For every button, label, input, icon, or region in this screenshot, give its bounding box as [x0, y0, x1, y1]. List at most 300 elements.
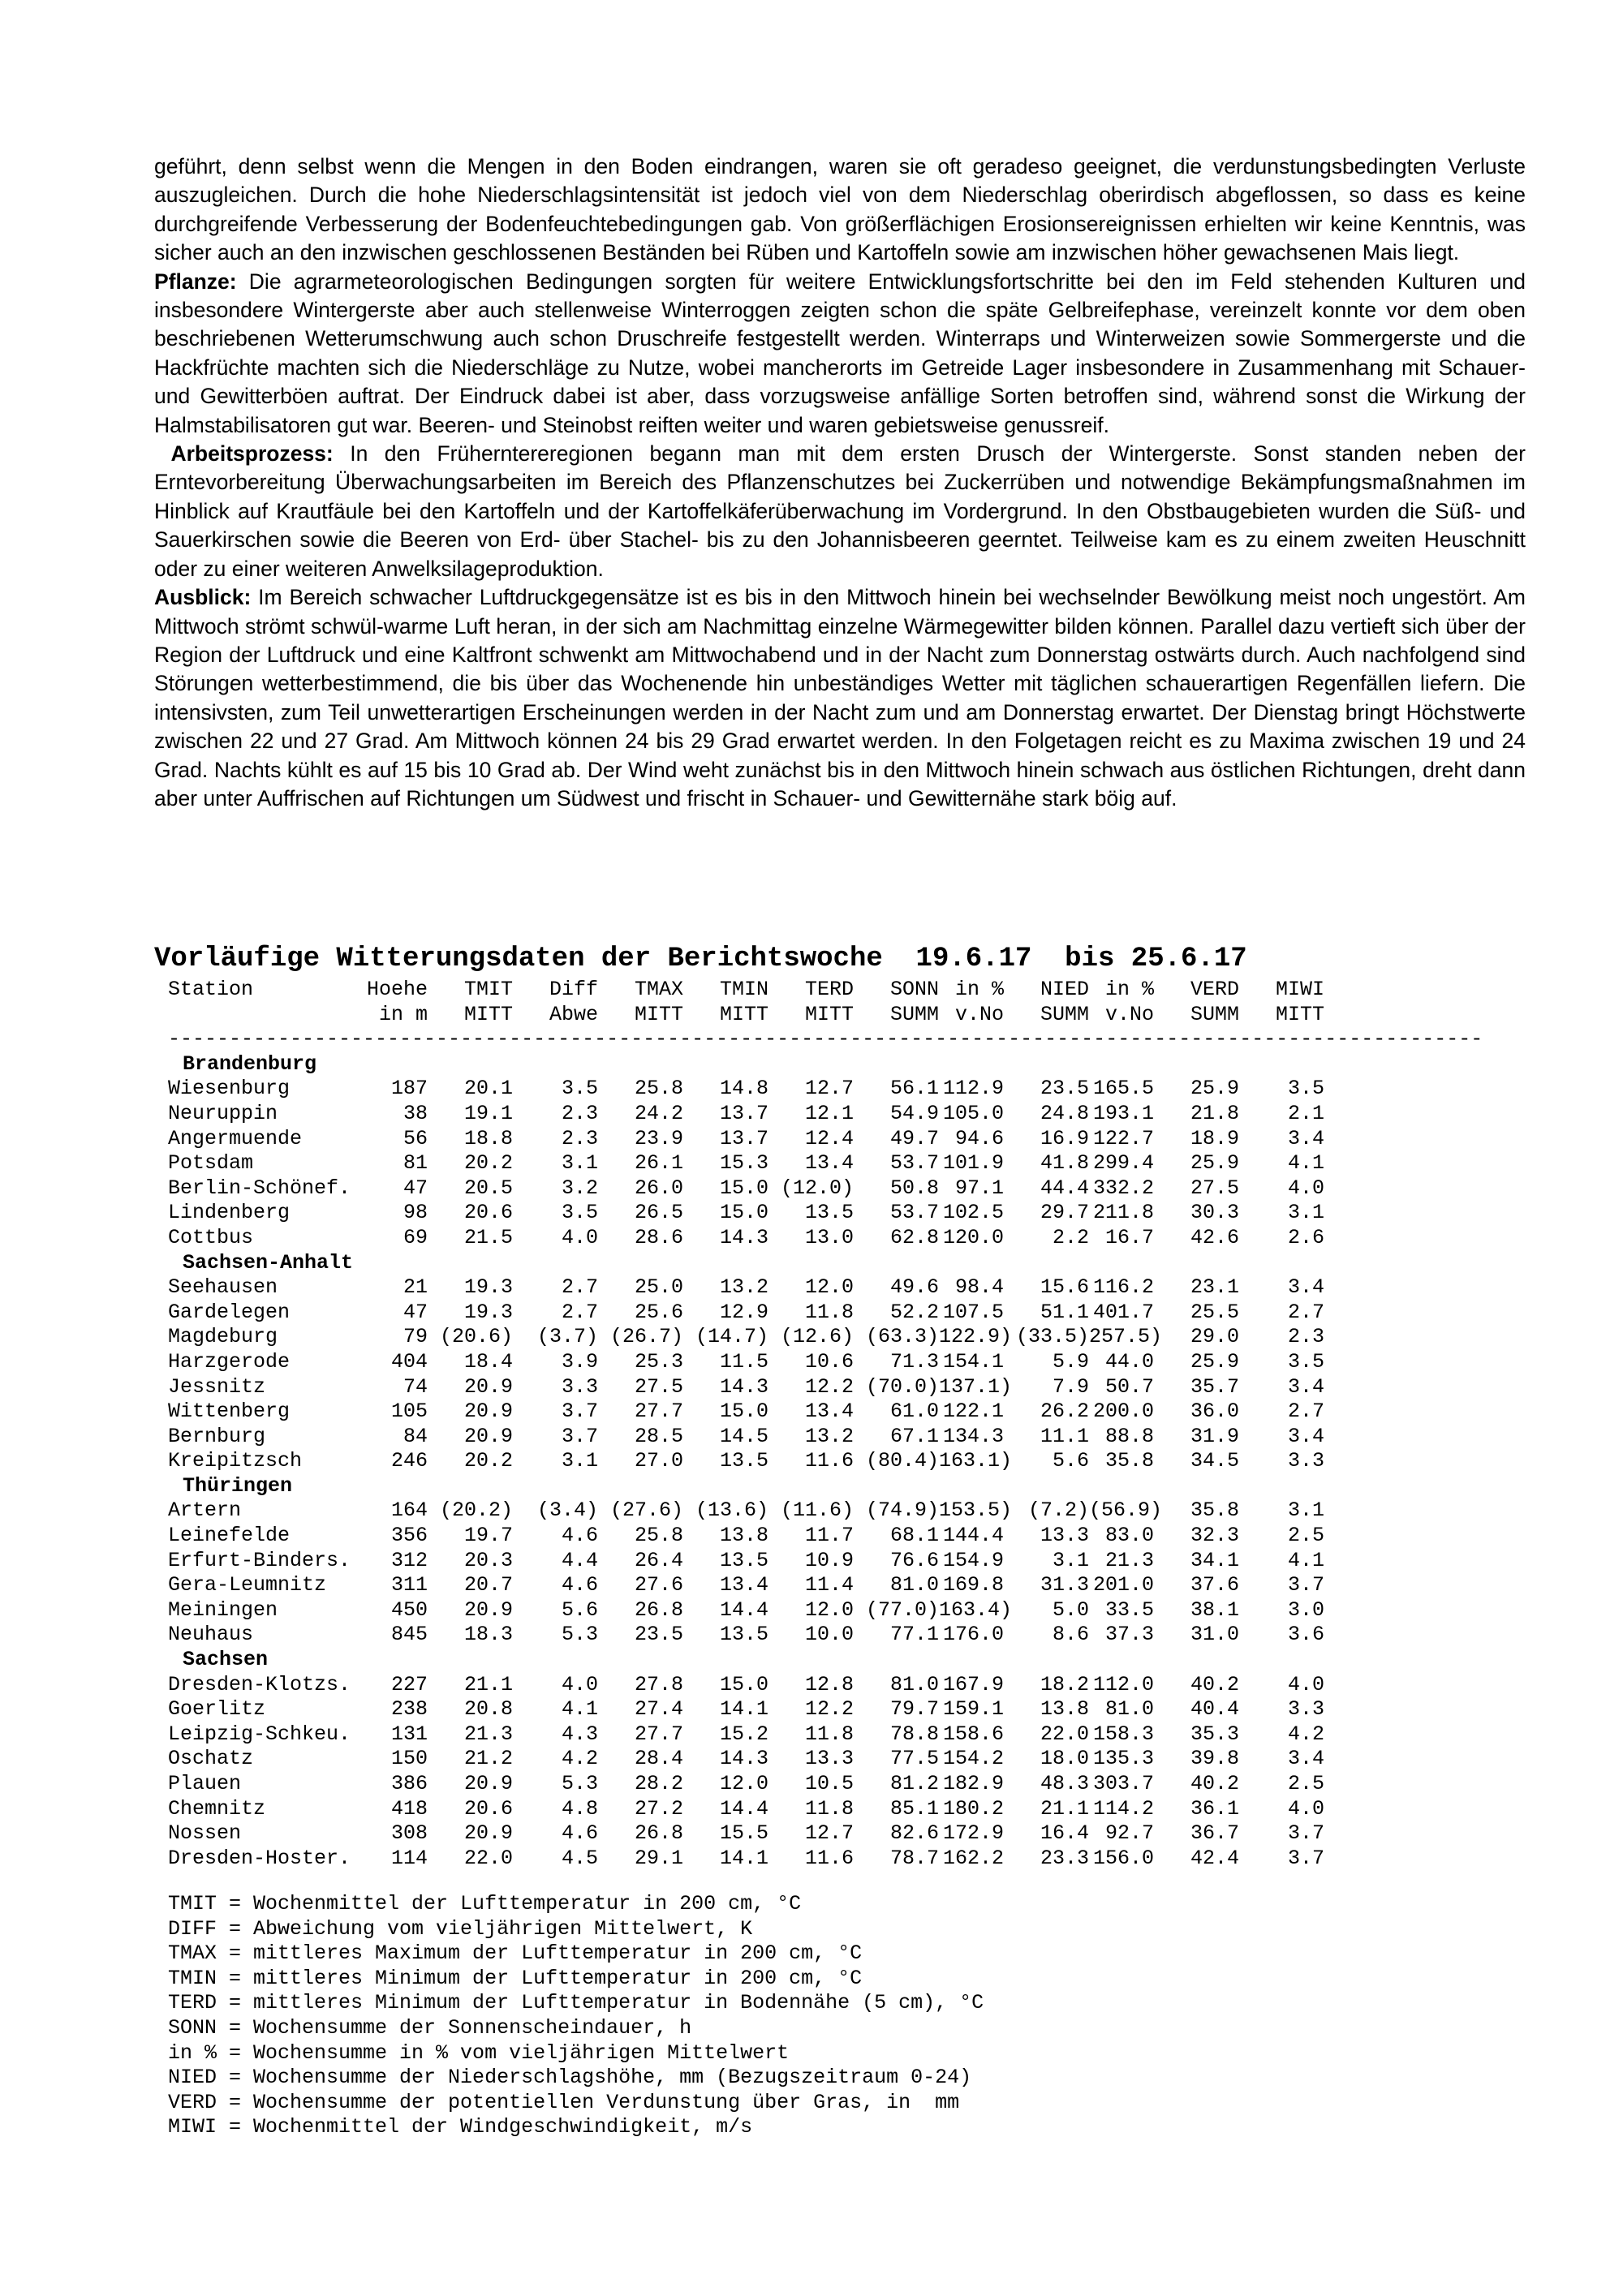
station-cell: Meiningen: [168, 1597, 278, 1622]
paragraph-ausblick: [154, 583, 1526, 813]
table-row: [168, 1498, 1324, 1524]
paragraph-pflanze: [154, 268, 1526, 440]
value-cell: 11.6: [804, 1449, 854, 1473]
station-cell: Angermuende: [168, 1126, 303, 1150]
value-cell: 27.2: [634, 1796, 683, 1821]
station-cell: Wittenberg: [168, 1400, 291, 1424]
value-cell: 12.2: [804, 1374, 854, 1399]
value-cell: 21.3: [1104, 1548, 1154, 1572]
station-cell: Nossen: [168, 1821, 242, 1846]
value-cell: 303.7: [1092, 1772, 1154, 1795]
value-cell: 3.4: [1287, 1424, 1324, 1448]
value-cell: 44.4: [1040, 1176, 1089, 1200]
value-cell: 48.3: [1040, 1772, 1089, 1795]
value-cell: 4.0: [1287, 1796, 1324, 1821]
table-row: [168, 1623, 1324, 1648]
value-cell: 40.2: [1190, 1772, 1239, 1795]
value-cell: 12.9: [719, 1300, 768, 1324]
value-cell: 77.5: [889, 1747, 939, 1771]
value-cell: in %: [1104, 978, 1154, 1001]
value-cell: 13.2: [719, 1275, 768, 1300]
value-cell: 20.6: [463, 1201, 513, 1225]
value-cell: 401.7: [1092, 1300, 1154, 1324]
station-cell: Potsdam: [168, 1151, 254, 1176]
value-cell: 28.2: [634, 1772, 683, 1795]
value-cell: 15.6: [1040, 1275, 1089, 1300]
station-cell: Gera-Leumnitz: [168, 1573, 327, 1597]
value-cell: in m: [378, 1002, 428, 1026]
value-cell: 26.0: [634, 1176, 683, 1200]
value-cell: 31.3: [1040, 1573, 1089, 1597]
table-row: [168, 1275, 1324, 1301]
value-cell: 404: [390, 1349, 428, 1374]
value-cell: 41.8: [1040, 1151, 1089, 1176]
value-cell: 12.1: [804, 1101, 854, 1125]
value-cell: 845: [390, 1623, 428, 1647]
value-cell: 56: [403, 1126, 428, 1150]
value-cell: 332.2: [1092, 1176, 1154, 1200]
station-cell: Chemnitz: [168, 1796, 266, 1821]
state-heading: Sachsen-Anhalt: [183, 1250, 354, 1275]
value-cell: 26.8: [634, 1597, 683, 1622]
value-cell: 257.5): [1089, 1325, 1163, 1349]
value-cell: (12.0): [780, 1176, 854, 1200]
value-cell: 49.6: [889, 1275, 939, 1300]
legend-line: DIFF = Abweichung vom vieljährigen Mittelwert, K: [168, 1916, 753, 1941]
value-cell: 39.8: [1190, 1747, 1239, 1771]
value-cell: 150: [390, 1747, 428, 1771]
value-cell: 15.5: [719, 1821, 768, 1846]
value-cell: 2.7: [1287, 1400, 1324, 1424]
value-cell: 5.6: [561, 1597, 598, 1622]
station-cell: Lindenberg: [168, 1201, 291, 1225]
table-row: [168, 1847, 1324, 1872]
value-cell: (74.9): [865, 1498, 939, 1523]
value-cell: 4.0: [1287, 1176, 1324, 1200]
value-cell: 154.1: [942, 1349, 1004, 1374]
value-cell: 116.2: [1092, 1275, 1154, 1300]
table-row: [168, 1573, 1324, 1598]
value-cell: 25.6: [634, 1300, 683, 1324]
value-cell: (33.5): [1015, 1325, 1089, 1349]
value-cell: 16.4: [1040, 1821, 1089, 1846]
table-row: [168, 1151, 1324, 1176]
value-cell: 81: [403, 1151, 428, 1176]
value-cell: 50.8: [889, 1176, 939, 1200]
value-cell: 20.1: [463, 1077, 513, 1101]
value-cell: 19.3: [463, 1300, 513, 1324]
value-cell: 15.0: [719, 1672, 768, 1696]
value-cell: (3.7): [536, 1325, 598, 1349]
station-cell: Bernburg: [168, 1424, 266, 1448]
value-cell: 308: [390, 1821, 428, 1846]
value-cell: Hoehe: [367, 978, 428, 1001]
value-cell: in %: [954, 978, 1004, 1001]
value-cell: 78.7: [889, 1846, 939, 1870]
value-cell: 20.9: [463, 1424, 513, 1448]
value-cell: 23.5: [1040, 1077, 1089, 1101]
value-cell: MIWI: [1275, 978, 1324, 1001]
value-cell: 14.3: [719, 1225, 768, 1249]
value-cell: 10.0: [804, 1623, 854, 1647]
station-cell: Wiesenburg: [168, 1077, 291, 1101]
value-cell: 21.1: [463, 1672, 513, 1696]
value-cell: 122.7: [1092, 1126, 1154, 1150]
value-cell: Diff: [549, 978, 598, 1001]
value-cell: 15.0: [719, 1201, 768, 1225]
value-cell: 11.1: [1040, 1424, 1089, 1448]
value-cell: 24.2: [634, 1101, 683, 1125]
value-cell: MITT: [634, 1002, 683, 1026]
table-rule: ------------------------------------------------------------------------------------------------------------: [168, 1027, 1483, 1051]
value-cell: 180.2: [942, 1796, 1004, 1821]
value-cell: 25.0: [634, 1275, 683, 1300]
table-row: [168, 1375, 1324, 1400]
value-cell: 12.2: [804, 1697, 854, 1722]
value-cell: 26.5: [634, 1201, 683, 1225]
value-cell: 77.1: [889, 1623, 939, 1647]
value-cell: 20.8: [463, 1697, 513, 1722]
value-cell: 27.5: [1190, 1176, 1239, 1200]
value-cell: 13.7: [719, 1126, 768, 1150]
value-cell: 156.0: [1092, 1846, 1154, 1870]
value-cell: 29.1: [634, 1846, 683, 1870]
table-row: [168, 1425, 1324, 1450]
value-cell: 2.7: [561, 1275, 598, 1300]
value-cell: 38: [403, 1101, 428, 1125]
value-cell: 47: [403, 1176, 428, 1200]
value-cell: 14.4: [719, 1597, 768, 1622]
station-cell: Kreipitzsch: [168, 1449, 303, 1473]
value-cell: 131: [390, 1722, 428, 1746]
station-cell: Dresden-Hoster.: [168, 1846, 351, 1870]
value-cell: 16.7: [1104, 1225, 1154, 1249]
value-cell: MITT: [1275, 1002, 1324, 1026]
table-row: [168, 1598, 1324, 1623]
value-cell: 176.0: [942, 1623, 1004, 1647]
value-cell: 81.0: [889, 1672, 939, 1696]
value-cell: 13.4: [804, 1151, 854, 1176]
value-cell: 28.5: [634, 1424, 683, 1448]
value-cell: 21.2: [463, 1747, 513, 1771]
value-cell: 40.4: [1190, 1697, 1239, 1722]
value-cell: 19.7: [463, 1524, 513, 1548]
value-cell: 28.4: [634, 1747, 683, 1771]
value-cell: (20.6): [439, 1325, 513, 1349]
value-cell: 122.9): [939, 1325, 1013, 1349]
value-cell: 3.4: [1287, 1126, 1324, 1150]
value-cell: 10.5: [804, 1772, 854, 1795]
value-cell: 81.2: [889, 1772, 939, 1795]
value-cell: 12.8: [804, 1672, 854, 1696]
value-cell: 158.3: [1092, 1722, 1154, 1746]
value-cell: 356: [390, 1524, 428, 1548]
value-cell: 3.5: [561, 1077, 598, 1101]
state-heading: Brandenburg: [183, 1051, 317, 1076]
section-text-arbeitsprozess: In den Früherntereregionen begann man mit dem ersten Drusch der Wintergerste. Sonst standen neben der Erntevorbereitung Überwachungsarbeiten im Bereich des Pflanzenschutzes bei Zuckerrüben und notwendige Bekämpfungsmaßnahmen im Hinblick auf Krautfäule bei den Kartoffeln und der Kartoffelkäferüberwachung im Vordergrund. In den Obstbaugebieten wurden die Süß- und Sauerkirschen sowie die Beeren von Erd- über Stachel- bis zu den Johannisbeeren geerntet. Teilweise kam es zu einem zweiten Heuschnitt oder zu einer weiteren Anwelksilageproduktion.: [154, 441, 1526, 581]
value-cell: 4.1: [1287, 1548, 1324, 1572]
legend-line: MIWI = Wochenmittel der Windgeschwindigkeit, m/s: [168, 2115, 753, 2139]
value-cell: 81.0: [889, 1573, 939, 1597]
table-row: [168, 1325, 1324, 1350]
table-row: [168, 1772, 1324, 1797]
value-cell: 92.7: [1104, 1821, 1154, 1846]
value-cell: 5.0: [1052, 1597, 1089, 1622]
value-cell: 4.0: [1287, 1672, 1324, 1696]
value-cell: 159.1: [942, 1697, 1004, 1722]
value-cell: 85.1: [889, 1796, 939, 1821]
value-cell: 16.9: [1040, 1126, 1089, 1150]
value-cell: 27.5: [634, 1374, 683, 1399]
value-cell: 3.7: [561, 1400, 598, 1424]
table-title: Vorläufige Witterungsdaten der Berichtswoche 19.6.17 bis 25.6.17: [154, 944, 1247, 974]
table-row: [168, 1524, 1324, 1549]
table-row: [168, 1127, 1324, 1152]
value-cell: (20.2): [439, 1498, 513, 1523]
value-cell: 10.6: [804, 1349, 854, 1374]
value-cell: 20.2: [463, 1151, 513, 1176]
value-cell: 4.5: [561, 1846, 598, 1870]
value-cell: 14.3: [719, 1374, 768, 1399]
value-cell: 182.9: [942, 1772, 1004, 1795]
value-cell: 201.0: [1092, 1573, 1154, 1597]
value-cell: 13.4: [804, 1400, 854, 1424]
value-cell: 2.5: [1287, 1772, 1324, 1795]
value-cell: 19.3: [463, 1275, 513, 1300]
value-cell: 162.2: [942, 1846, 1004, 1870]
value-cell: 21.3: [463, 1722, 513, 1746]
value-cell: 40.2: [1190, 1672, 1239, 1696]
value-cell: 11.5: [719, 1349, 768, 1374]
value-cell: 14.4: [719, 1796, 768, 1821]
value-cell: 53.7: [889, 1201, 939, 1225]
value-cell: 25.8: [634, 1524, 683, 1548]
value-cell: SONN: [889, 978, 939, 1001]
value-cell: 2.3: [1287, 1325, 1324, 1349]
value-cell: 3.1: [561, 1449, 598, 1473]
value-cell: 112.0: [1092, 1672, 1154, 1696]
value-cell: 12.7: [804, 1821, 854, 1846]
value-cell: 21: [403, 1275, 428, 1300]
value-cell: 14.8: [719, 1077, 768, 1101]
value-cell: 67.1: [889, 1424, 939, 1448]
value-cell: 13.4: [719, 1573, 768, 1597]
value-cell: (77.0): [865, 1597, 939, 1622]
value-cell: 15.0: [719, 1400, 768, 1424]
legend-line: TMAX = mittleres Maximum der Lufttemperatur in 200 cm, °C: [168, 1941, 863, 1966]
table-row: [168, 1673, 1324, 1698]
value-cell: 18.4: [463, 1349, 513, 1374]
value-cell: 3.5: [1287, 1349, 1324, 1374]
value-cell: 12.0: [804, 1275, 854, 1300]
value-cell: 29.7: [1040, 1201, 1089, 1225]
value-cell: 11.8: [804, 1722, 854, 1746]
value-cell: 13.2: [804, 1424, 854, 1448]
paragraph-arbeitsprozess: [154, 440, 1526, 583]
value-cell: 164: [390, 1498, 428, 1523]
value-cell: 20.9: [463, 1821, 513, 1846]
value-cell: 3.0: [1287, 1597, 1324, 1622]
value-cell: 88.8: [1104, 1424, 1154, 1448]
value-cell: 3.1: [1052, 1548, 1089, 1572]
value-cell: 19.1: [463, 1101, 513, 1125]
table-row: [168, 1301, 1324, 1326]
value-cell: 3.1: [1287, 1201, 1324, 1225]
value-cell: 83.0: [1104, 1524, 1154, 1548]
value-cell: 4.6: [561, 1821, 598, 1846]
table-row: [168, 1747, 1324, 1772]
value-cell: 4.6: [561, 1524, 598, 1548]
value-cell: 3.4: [1287, 1747, 1324, 1771]
value-cell: 2.7: [561, 1300, 598, 1324]
value-cell: 134.3: [942, 1424, 1004, 1448]
value-cell: 2.3: [561, 1101, 598, 1125]
value-cell: 52.2: [889, 1300, 939, 1324]
table-row: [168, 1350, 1324, 1375]
value-cell: 3.2: [561, 1176, 598, 1200]
value-cell: (26.7): [609, 1325, 683, 1349]
value-cell: 42.4: [1190, 1846, 1239, 1870]
value-cell: 3.5: [561, 1201, 598, 1225]
value-cell: 26.2: [1040, 1400, 1089, 1424]
table-row: [168, 1201, 1324, 1226]
value-cell: 11.8: [804, 1796, 854, 1821]
value-cell: 3.7: [1287, 1573, 1324, 1597]
value-cell: 25.3: [634, 1349, 683, 1374]
value-cell: 11.6: [804, 1846, 854, 1870]
table-row: [168, 1077, 1324, 1102]
section-label-arbeitsprozess: Arbeitsprozess:: [170, 441, 334, 467]
value-cell: 31.9: [1190, 1424, 1239, 1448]
value-cell: 13.8: [719, 1524, 768, 1548]
value-cell: 27.0: [634, 1449, 683, 1473]
table-row: [168, 1102, 1324, 1127]
value-cell: 62.8: [889, 1225, 939, 1249]
value-cell: 20.9: [463, 1400, 513, 1424]
value-cell: 4.2: [1287, 1722, 1324, 1746]
value-cell: 2.5: [1287, 1524, 1324, 1548]
value-cell: 25.9: [1190, 1349, 1239, 1374]
value-cell: 68.1: [889, 1524, 939, 1548]
value-cell: TERD: [804, 978, 854, 1001]
value-cell: 312: [390, 1548, 428, 1572]
legend-line: NIED = Wochensumme der Niederschlagshöhe, mm (Bezugszeitraum 0-24): [168, 2066, 972, 2090]
value-cell: 51.1: [1040, 1300, 1089, 1324]
value-cell: NIED: [1040, 978, 1089, 1001]
weather-data-table: [168, 978, 1483, 1871]
value-cell: 122.1: [942, 1400, 1004, 1424]
value-cell: (11.6): [780, 1498, 854, 1523]
value-cell: 4.4: [561, 1548, 598, 1572]
station-cell: Seehausen: [168, 1275, 278, 1300]
value-cell: 34.5: [1190, 1449, 1239, 1473]
value-cell: 2.6: [1287, 1225, 1324, 1249]
value-cell: 12.0: [804, 1597, 854, 1622]
table-row: [168, 1226, 1324, 1251]
value-cell: 4.0: [561, 1672, 598, 1696]
value-cell: 13.7: [719, 1101, 768, 1125]
value-cell: (13.6): [695, 1498, 768, 1523]
value-cell: Abwe: [549, 1002, 598, 1026]
value-cell: 13.3: [804, 1747, 854, 1771]
value-cell: TMAX: [634, 978, 683, 1001]
value-cell: 21.5: [463, 1225, 513, 1249]
value-cell: 107.5: [942, 1300, 1004, 1324]
value-cell: 84: [403, 1424, 428, 1448]
station-cell: Magdeburg: [168, 1325, 278, 1349]
value-cell: 3.1: [561, 1151, 598, 1176]
value-cell: 14.1: [719, 1697, 768, 1722]
value-cell: SUMM: [1190, 1002, 1239, 1026]
value-cell: 98: [403, 1201, 428, 1225]
station-cell: Erfurt-Binders.: [168, 1548, 351, 1572]
value-cell: 25.5: [1190, 1300, 1239, 1324]
value-cell: 18.9: [1190, 1126, 1239, 1150]
value-cell: 2.2: [1052, 1225, 1089, 1249]
table-row: [168, 1722, 1324, 1748]
value-cell: 163.1): [939, 1449, 1013, 1473]
table-header-row: [168, 978, 1324, 1003]
value-cell: 112.9: [942, 1077, 1004, 1101]
value-cell: TMIT: [463, 978, 513, 1001]
value-cell: 11.8: [804, 1300, 854, 1324]
legend-line: in % = Wochensumme in % vom vieljährigen Mittelwert: [168, 2040, 790, 2065]
value-cell: 22.0: [1040, 1722, 1089, 1746]
value-cell: 37.6: [1190, 1573, 1239, 1597]
value-cell: (14.7): [695, 1325, 768, 1349]
value-cell: 79: [403, 1325, 428, 1349]
value-cell: 82.6: [889, 1821, 939, 1846]
value-cell: 3.6: [1287, 1623, 1324, 1647]
value-cell: 24.8: [1040, 1101, 1089, 1125]
station-cell: Berlin-Schönef.: [168, 1176, 351, 1200]
value-cell: 5.3: [561, 1623, 598, 1647]
value-cell: v.No: [1104, 1002, 1154, 1026]
value-cell: 4.8: [561, 1796, 598, 1821]
value-cell: 3.7: [1287, 1846, 1324, 1870]
value-cell: 102.5: [942, 1201, 1004, 1225]
value-cell: 81.0: [1104, 1697, 1154, 1722]
section-label-ausblick: Ausblick:: [154, 585, 252, 610]
value-cell: 12.4: [804, 1126, 854, 1150]
value-cell: 101.9: [942, 1151, 1004, 1176]
value-cell: 14.5: [719, 1424, 768, 1448]
station-cell: Plauen: [168, 1772, 242, 1795]
value-cell: 35.8: [1104, 1449, 1154, 1473]
value-cell: 35.8: [1190, 1498, 1239, 1523]
value-cell: 18.8: [463, 1126, 513, 1150]
value-cell: 76.6: [889, 1548, 939, 1572]
value-cell: SUMM: [1040, 1002, 1089, 1026]
value-cell: 32.3: [1190, 1524, 1239, 1548]
value-cell: (63.3): [865, 1325, 939, 1349]
station-cell: Leinefelde: [168, 1524, 291, 1548]
value-cell: 25.9: [1190, 1077, 1239, 1101]
value-cell: (80.4): [865, 1449, 939, 1473]
value-cell: 20.6: [463, 1796, 513, 1821]
value-cell: 2.3: [561, 1126, 598, 1150]
value-cell: 4.1: [1287, 1151, 1324, 1176]
table-row: [168, 1797, 1324, 1822]
value-cell: 20.5: [463, 1176, 513, 1200]
station-cell: Jessnitz: [168, 1374, 266, 1399]
value-cell: 54.9: [889, 1101, 939, 1125]
value-cell: 311: [390, 1573, 428, 1597]
value-cell: (7.2): [1027, 1498, 1089, 1523]
value-cell: 14.1: [719, 1846, 768, 1870]
value-cell: 27.4: [634, 1697, 683, 1722]
value-cell: 238: [390, 1697, 428, 1722]
